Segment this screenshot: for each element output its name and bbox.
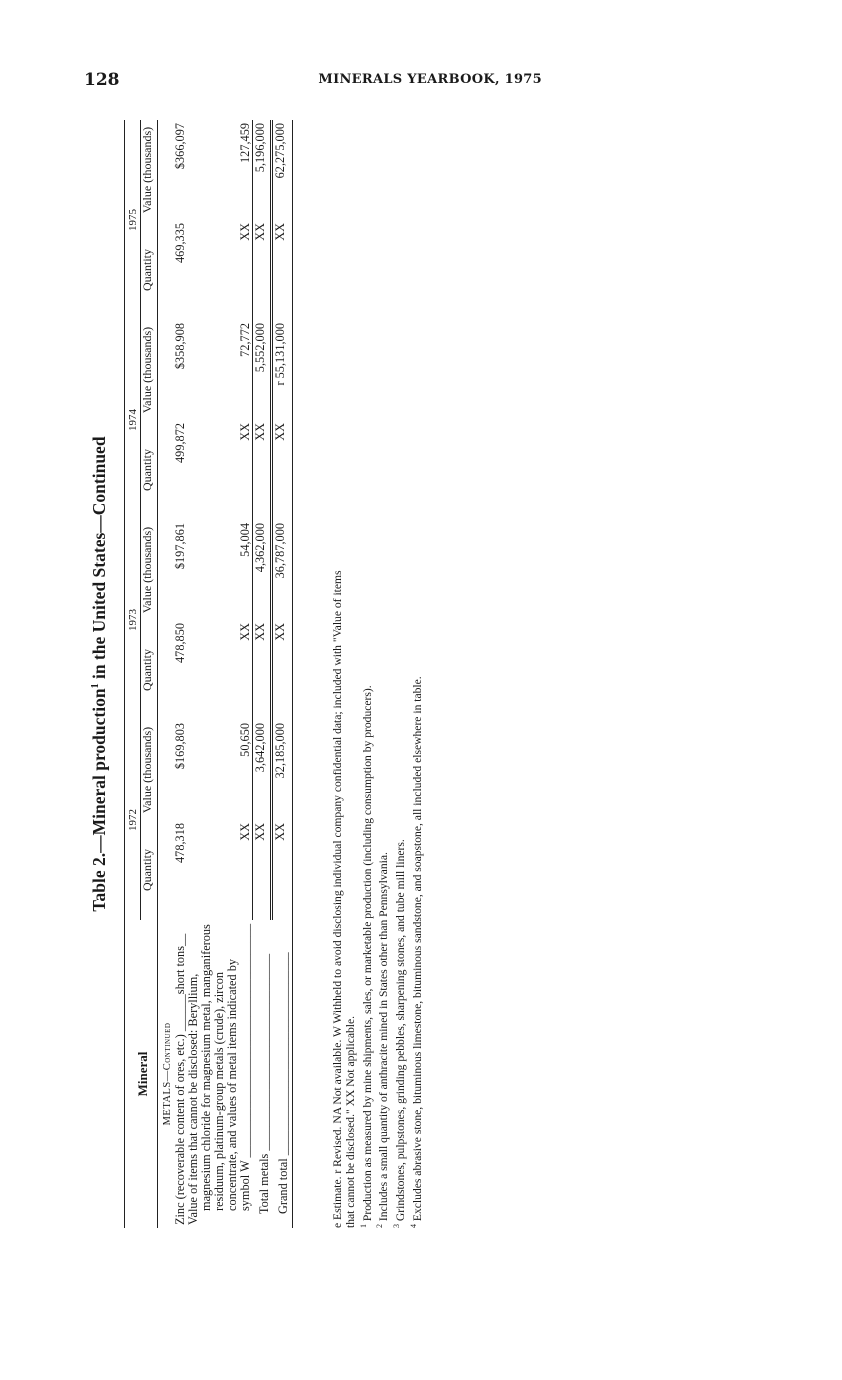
cell-value-1975: $366,097 xyxy=(173,123,187,170)
cell-quantity-1972: XX xyxy=(237,823,252,841)
table-title-footnote-ref: 1 xyxy=(90,683,101,689)
cell-quantity-1974: 499,872 xyxy=(173,423,187,463)
table-row-undisclosed-items xyxy=(187,120,252,1228)
year-header-1974: 1974 xyxy=(125,320,141,520)
cell-quantity-1973: XX xyxy=(271,620,293,720)
footnote-2-mark: 2 xyxy=(375,1224,385,1228)
footnote-legend xyxy=(332,120,424,1228)
footnote-4 xyxy=(408,120,425,1228)
value-header: Value (thousands) xyxy=(140,126,154,214)
year-header-1973: 1973 xyxy=(125,520,141,720)
running-head: MINERALS YEARBOOK, 1975 xyxy=(318,72,542,87)
footnote-3 xyxy=(391,120,408,1228)
cell-quantity-1975: XX xyxy=(271,220,293,320)
cell-value-1973: $197,861 xyxy=(173,523,187,570)
footnote-4-mark: 4 xyxy=(408,1224,418,1228)
value-header: Value (thousands) xyxy=(140,526,154,614)
cell-value-1972: $169,803 xyxy=(173,723,187,770)
cell-value-1972: 3,642,000 xyxy=(252,720,271,820)
cell-value-1975: 127,459 xyxy=(237,123,252,163)
cell-quantity-1972: XX xyxy=(252,820,271,920)
table-row-total-metals xyxy=(252,120,271,1228)
cell-value-1974: $358,908 xyxy=(173,323,187,370)
cell-value-1972: 32,185,000 xyxy=(271,720,293,820)
quantity-header: Quantity xyxy=(140,449,154,491)
cell-quantity-1974: XX xyxy=(237,423,252,441)
page-header xyxy=(0,0,842,110)
cell-value-1973: 4,362,000 xyxy=(252,520,271,620)
cell-value-1973: 36,787,000 xyxy=(271,520,293,620)
quantity-header: Quantity xyxy=(140,849,154,891)
value-header: Value (thousands) xyxy=(140,726,154,814)
section-row xyxy=(158,120,175,1228)
mineral-production-table xyxy=(124,120,293,1228)
mineral-column-header: Mineral xyxy=(134,1051,150,1097)
cell-quantity-1973: XX xyxy=(237,623,252,641)
table-title-suffix: in the United States—Continued xyxy=(88,436,109,684)
footnote-2 xyxy=(374,120,391,1228)
cell-quantity-1974: XX xyxy=(271,420,293,520)
table-header xyxy=(125,120,158,1228)
cell-value-1974: 72,772 xyxy=(237,323,252,357)
footnote-1-text: Production as measured by mine shipments, sales, or marketable production (including consumption by producers). xyxy=(360,685,374,1222)
row-label-zinc: Zinc (recoverable content of ores, etc.) ______short tons__ xyxy=(173,933,187,1225)
footnote-1-mark: 1 xyxy=(358,1224,368,1228)
footnote-legend-line-1: e Estimate. r Revised. NA Not available. W Withheld to avoid disclosing individual company confidential data; included with "Value of items xyxy=(331,570,344,1228)
quantity-header: Quantity xyxy=(140,649,154,691)
cell-quantity-1972: 478,318 xyxy=(173,823,187,863)
cell-quantity-1973: XX xyxy=(252,620,271,720)
row-label-total-metals: Total metals ________________________________ xyxy=(257,953,271,1214)
value-header: Value (thousands) xyxy=(140,326,154,414)
footnote-3-mark: 3 xyxy=(391,1224,401,1228)
footnote-4-text: Excludes abrasive stone, bituminous limestone, bituminous sandstone, and soapstone, all included elsewhere in table. xyxy=(410,676,424,1222)
cell-value-1974: 5,552,000 xyxy=(252,320,271,420)
cell-value-1975: 5,196,000 xyxy=(252,120,271,220)
cell-value-1975: 62,275,000 xyxy=(271,120,293,220)
rotated-table-block xyxy=(84,120,424,1228)
quantity-header: Quantity xyxy=(140,249,154,291)
cell-quantity-1975: XX xyxy=(237,223,252,241)
footnote-2-text: Includes a small quantity of anthracite mined in States other than Pennsylvania. xyxy=(377,852,391,1222)
table-title xyxy=(84,120,116,1228)
cell-quantity-1975: XX xyxy=(252,220,271,320)
footnote-legend-line-2: that cannot be disclosed." XX Not applicable. xyxy=(343,1015,357,1228)
section-heading: METALS—Continued xyxy=(162,1022,173,1126)
footnote-3-text: Grindstones, pulpstones, grinding pebbles, sharpening stones, and tube mill liners. xyxy=(393,839,407,1222)
page-number: 128 xyxy=(84,70,120,90)
cell-quantity-1974: XX xyxy=(252,420,271,520)
year-header-1972: 1972 xyxy=(125,720,141,920)
cell-quantity-1975: 469,335 xyxy=(173,223,187,263)
footnote-1 xyxy=(358,120,375,1228)
table-row-grand-total xyxy=(271,120,293,1228)
cell-quantity-1972: XX xyxy=(271,820,293,920)
cell-value-1974: r 55,131,000 xyxy=(271,320,293,420)
year-header-1975: 1975 xyxy=(125,120,141,320)
cell-value-1973: 54,004 xyxy=(237,523,252,557)
table-body xyxy=(158,120,293,1228)
cell-quantity-1973: 478,850 xyxy=(173,623,187,663)
table-title-text: Table 2.—Mineral production xyxy=(88,688,109,912)
row-label-grand-total: Grand total _________________________________ xyxy=(271,920,293,1228)
row-label-undisclosed-items: Value of items that cannot be disclosed: Beryllium, magnesium chloride for magnesium metal, manganiferous residuum, platinum-group metals (crude), zircon concentrate, and values of metal items indicated by symbol W ______________________________________ xyxy=(186,923,252,1225)
cell-value-1972: 50,650 xyxy=(237,723,252,757)
